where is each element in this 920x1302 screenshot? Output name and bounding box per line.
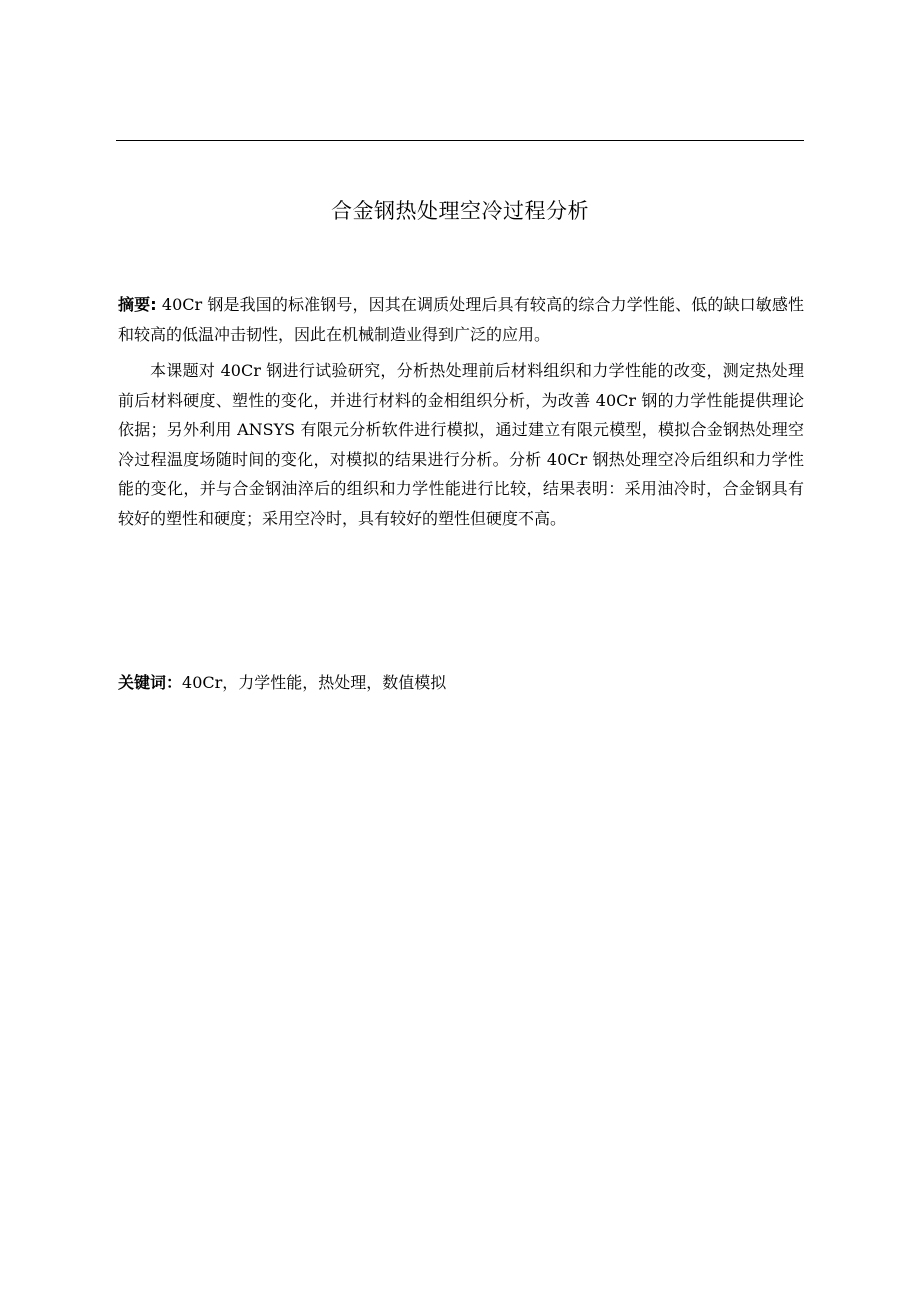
abstract-label: 摘要: bbox=[118, 295, 157, 314]
keywords-line bbox=[118, 669, 804, 697]
abstract-paragraph-1 bbox=[118, 290, 804, 349]
header-rule bbox=[116, 140, 804, 141]
abstract-section bbox=[118, 290, 804, 533]
abstract-paragraph-1-text: 40Cr 钢是我国的标准钢号，因其在调质处理后具有较高的综合力学性能、低的缺口敏感性和较高的低温冲击韧性，因此在机械制造业得到广泛的应用。 bbox=[118, 295, 804, 344]
abstract-paragraph-2: 本课题对 40Cr 钢进行试验研究，分析热处理前后材料组织和力学性能的改变，测定热处理前后材料硬度、塑性的变化，并进行材料的金相组织分析，为改善 40Cr 钢的力学性能提供理论依据；另外利用 ANSYS 有限元分析软件进行模拟，通过建立有限元模型，模拟合金钢热处理空冷过程温度场随时间的变化，对模拟的结果进行分析。分析 40Cr 钢热处理空冷后组织和力学性能的变化，并与合金钢油淬后的组织和力学性能进行比较，结果表明：采用油冷时，合金钢具有较好的塑性和硬度；采用空冷时，具有较好的塑性但硬度不高。 bbox=[118, 361, 804, 528]
keywords-text: 40Cr，力学性能，热处理，数值模拟 bbox=[182, 673, 447, 692]
document-title: 合金钢热处理空冷过程分析 bbox=[331, 199, 589, 223]
keywords-label: 关键词： bbox=[118, 673, 183, 692]
